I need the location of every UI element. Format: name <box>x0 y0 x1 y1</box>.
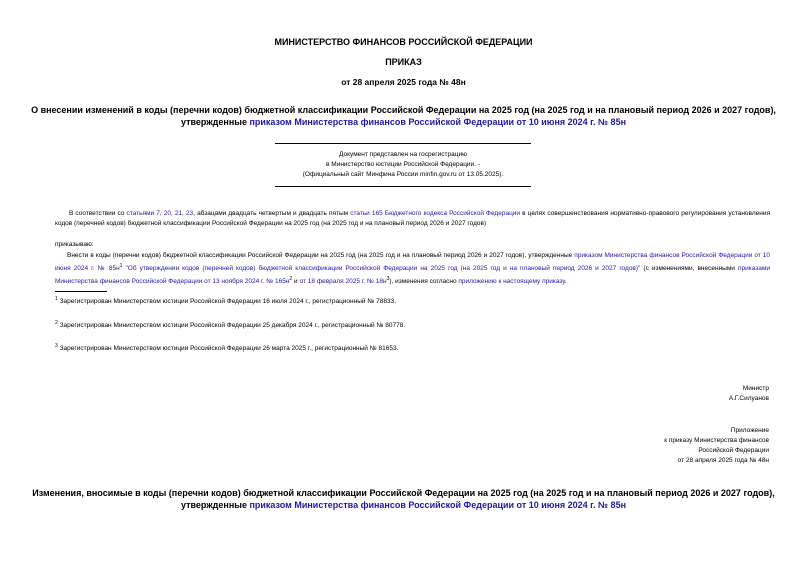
order-date: от 28 апреля 2025 года № 48н <box>341 77 466 87</box>
footnote-ref-2[interactable]: 2 <box>289 276 293 283</box>
order-text-4: и <box>292 278 300 286</box>
registration-line-2: в Министерство юстиции Российской Федерации. - <box>326 161 480 168</box>
order-85n-link[interactable]: приказом Министерства финансов Российской Федерации от 10 июня 2024 г. № 85н <box>55 252 771 273</box>
order-text-1: Внести в коды (перечни кодов) бюджетной классификации Российской Федерации на 2025 год (на 2025 год и на плановый период 2026 и 2027 годов), утвержденные <box>67 252 575 259</box>
footnote-ref-1[interactable]: 1 <box>119 263 123 269</box>
title-order-link[interactable]: приказом Министерства финансов Российской Федерации от 10 июня 2024 г. № 85н <box>249 117 627 127</box>
preamble-paragraph <box>55 209 770 229</box>
appendix-line-1: Приложение <box>730 427 769 434</box>
order-text-3: (с изменениями, внесенными <box>640 265 738 273</box>
footnote-1-mark: 1 <box>55 296 58 302</box>
footnote-2-text: Зарегистрирован Министерством юстиции Российской Федерации 25 декабря 2024 г., регистрационный № 80778. <box>57 322 406 330</box>
preamble-text-2: , абзацами двадцать четвертым и двадцать пятым <box>193 210 351 217</box>
footnote-1-text: Зарегистрирован Министерством юстиции Российской Федерации 16 июля 2024 г., регистрационный № 78833. <box>57 298 396 306</box>
appendix-line-4: от 28 апреля 2025 года № 48н <box>677 457 769 464</box>
ministry-heading: МИНИСТЕРСТВО ФИНАНСОВ РОССИЙСКОЙ ФЕДЕРАЦИИ <box>274 37 533 47</box>
signature-name: А.Г.Силуанов <box>728 395 769 402</box>
appendix-title-text: Изменения, вносимые в коды (перечни кодов) бюджетной классификации Российской Федерации на 2025 год (на 2025 год и на плановый период 2026 и 2027 годов), утвержденные <box>32 488 775 510</box>
footnote-3-text: Зарегистрирован Министерством юстиции Российской Федерации 26 марта 2025 г., регистрационный № 81653. <box>57 345 399 353</box>
appendix-line-2: к приказу Министерства финансов <box>664 437 769 444</box>
order-heading: ПРИКАЗ <box>385 57 422 67</box>
registration-line-1: Документ представлен на госрегистрацию <box>339 151 467 158</box>
order-word: приказываю: <box>55 241 94 248</box>
footnote-ref-3[interactable]: 3 <box>386 276 390 283</box>
appendix-title-order-link[interactable]: приказом Министерства финансов Российской Федерации от 10 июня 2024 г. № 85н <box>249 500 627 510</box>
footnote-divider <box>55 291 107 292</box>
footnote-1 <box>55 296 396 305</box>
signature-block <box>729 384 769 404</box>
articles-link[interactable]: статьями 7, 20, 21, 23 <box>126 210 194 217</box>
order-paragraph <box>55 251 770 287</box>
footnote-3 <box>55 343 398 352</box>
appendix-link[interactable]: приложению к настоящему приказу <box>458 278 565 286</box>
order-text-2: "Об утверждении кодов (перечней кодов) бюджетной классификации Российской Федерации на 2025 год (на 2025 год и на плановый период 2026 и 2027 годов)" <box>122 265 641 273</box>
budget-code-link[interactable]: статьи 165 Бюджетного кодекса Российской Федерации <box>350 210 521 217</box>
order-text-6: . <box>564 278 567 286</box>
appendix-line-3: Российской Федерации <box>698 447 769 454</box>
footnote-2-mark: 2 <box>55 320 58 326</box>
appendix-title <box>0 487 807 511</box>
signature-position: Министр <box>742 385 769 392</box>
preamble-text-3: в целях совершенствования нормативно-правового регулирования установления кодов (перечней кодов) бюджетной классификации Российской Федерации на 2025 год (на 2025 год и на плановый период 2026 и 2027 годов) <box>55 210 770 227</box>
document-title-text: О внесении изменений в коды (перечни кодов) бюджетной классификации Российской Федерации на 2025 год (на 2025 год и на плановый период 2026 и 2027 годов), утвержденные <box>31 105 776 127</box>
order-text-5: ), изменения согласно <box>389 278 459 286</box>
registration-line-3: (Официальный сайт Минфина России minfin.gov.ru от 13.05.2025). <box>302 171 504 178</box>
appendix-header <box>664 426 769 466</box>
document-title <box>0 104 807 128</box>
preamble-text-1: В соответствии со <box>69 210 127 217</box>
order-165n-link[interactable]: приказами Министерства финансов Российской Федерации от 13 ноября 2024 г. № 165н <box>55 265 770 286</box>
footnote-3-mark: 3 <box>55 343 58 349</box>
registration-note <box>275 143 531 187</box>
footnote-2 <box>55 320 405 329</box>
order-18n-link[interactable]: от 18 февраля 2025 г. № 18н <box>299 278 387 286</box>
